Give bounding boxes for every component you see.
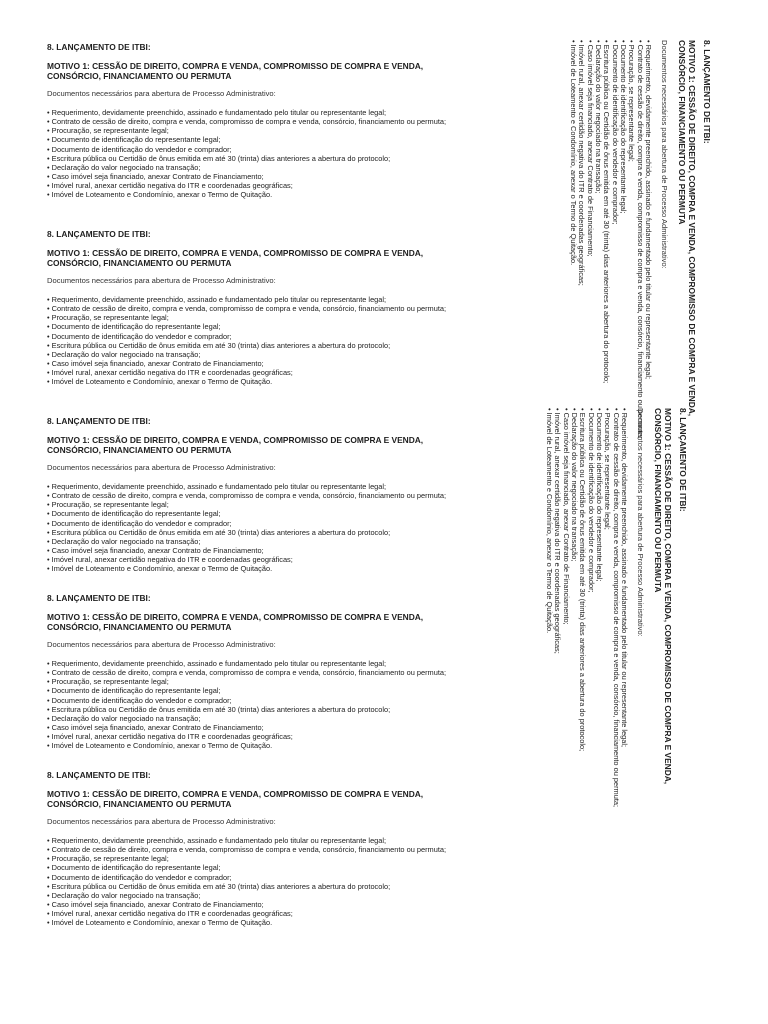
motivo-title: MOTIVO 1: CESSÃO DE DIREITO, COMPRA E VENDA, COMPROMISSO DE COMPRA E VENDA, CONSÓRCIO, FINANCIAMENTO OU PERMUTA <box>47 789 424 809</box>
motivo-title: MOTIVO 1: CESSÃO DE DIREITO, COMPRA E VENDA, COMPROMISSO DE COMPRA E VENDA, CONSÓRCIO, FINANCIAMENTO OU PERMUTA <box>653 408 673 785</box>
intro-text: Documentos necessários para abertura de Processo Administrativo: <box>635 408 645 637</box>
list-item: • Contrato de cessão de direito, compra e venda, compromisso de compra e venda, consórcio, financiamento ou permuta; <box>635 40 643 460</box>
section-title: 8. LANÇAMENTO DE ITBI: <box>47 229 151 239</box>
intro-text: Documentos necessários para abertura de Processo Administrativo: <box>47 640 276 650</box>
list-item: • Imóvel rural, anexar certidão negativa do ITR e coordenadas geográficas; <box>47 368 467 377</box>
list-item: • Requerimento, devidamente preenchido, assinado e fundamentado pelo titular ou representante legal; <box>620 408 628 828</box>
list-item: • Caso imóvel seja financiado, anexar Contrato de Financiamento; <box>47 359 467 368</box>
motivo-title: MOTIVO 1: CESSÃO DE DIREITO, COMPRA E VENDA, COMPROMISSO DE COMPRA E VENDA, CONSÓRCIO, FINANCIAMENTO OU PERMUTA <box>47 435 424 455</box>
itbi-section-rotated-2 <box>545 408 688 828</box>
section-title: 8. LANÇAMENTO DE ITBI: <box>47 42 151 52</box>
section-title: 8. LANÇAMENTO DE ITBI: <box>47 770 151 780</box>
list-item: • Escritura pública ou Certidão de ônus emitida em até 30 (trinta) dias anteriores a abertura do protocolo; <box>47 341 467 350</box>
itbi-section-5 <box>47 770 467 927</box>
list-item: • Documento de identificação do representante legal; <box>47 322 467 331</box>
list-item: • Documento de identificação do vendedor e comprador; <box>47 145 467 154</box>
intro-text: Documentos necessários para abertura de Processo Administrativo: <box>47 89 276 99</box>
list-item: • Escritura pública ou Certidão de ônus emitida em até 30 (trinta) dias anteriores a abertura do protocolo; <box>47 705 467 714</box>
document-list <box>545 408 628 828</box>
list-item: • Contrato de cessão de direito, compra e venda, compromisso de compra e venda, consórcio, financiamento ou permuta; <box>47 845 467 854</box>
list-item: • Documento de identificação do representante legal; <box>47 135 467 144</box>
list-item: • Procuração, se representante legal; <box>47 854 467 863</box>
list-item: • Procuração, se representante legal; <box>47 313 467 322</box>
list-item: • Escritura pública ou Certidão de ônus emitida em até 30 (trinta) dias anteriores a abertura do protocolo; <box>602 40 610 460</box>
list-item: • Requerimento, devidamente preenchido, assinado e fundamentado pelo titular ou representante legal; <box>47 836 467 845</box>
list-item: • Documento de identificação do vendedor e comprador; <box>47 519 467 528</box>
list-item: • Declaração do valor negociado na transação; <box>47 537 467 546</box>
list-item: • Requerimento, devidamente preenchido, assinado e fundamentado pelo titular ou representante legal; <box>47 295 467 304</box>
list-item: • Documento de identificação do vendedor e comprador; <box>610 40 618 460</box>
itbi-section-3 <box>47 416 467 573</box>
list-item: • Caso imóvel seja financiado, anexar Contrato de Financiamento; <box>47 900 467 909</box>
list-item: • Procuração, se representante legal; <box>627 40 635 460</box>
list-item: • Procuração, se representante legal; <box>47 677 467 686</box>
itbi-section-1 <box>47 42 467 199</box>
motivo-title: MOTIVO 1: CESSÃO DE DIREITO, COMPRA E VENDA, COMPROMISSO DE COMPRA E VENDA, CONSÓRCIO, FINANCIAMENTO OU PERMUTA <box>677 40 697 417</box>
motivo-title: MOTIVO 1: CESSÃO DE DIREITO, COMPRA E VENDA, COMPROMISSO DE COMPRA E VENDA, CONSÓRCIO, FINANCIAMENTO OU PERMUTA <box>47 61 424 81</box>
list-item: • Caso imóvel seja financiado, anexar Contrato de Financiamento; <box>47 723 467 732</box>
list-item: • Imóvel de Loteamento e Condomínio, anexar o Termo de Quitação. <box>545 408 553 828</box>
list-item: • Documento de identificação do vendedor e comprador; <box>47 696 467 705</box>
list-item: • Imóvel de Loteamento e Condomínio, anexar o Termo de Quitação. <box>47 918 467 927</box>
list-item: • Escritura pública ou Certidão de ônus emitida em até 30 (trinta) dias anteriores a abertura do protocolo; <box>47 528 467 537</box>
motivo-title: MOTIVO 1: CESSÃO DE DIREITO, COMPRA E VENDA, COMPROMISSO DE COMPRA E VENDA, CONSÓRCIO, FINANCIAMENTO OU PERMUTA <box>47 248 424 268</box>
list-item: • Imóvel rural, anexar certidão negativa do ITR e coordenadas geográficas; <box>47 732 467 741</box>
list-item: • Imóvel de Loteamento e Condomínio, anexar o Termo de Quitação. <box>47 564 467 573</box>
list-item: • Documento de identificação do representante legal; <box>47 863 467 872</box>
list-item: • Escritura pública ou Certidão de ônus emitida em até 30 (trinta) dias anteriores a abertura do protocolo; <box>47 882 467 891</box>
document-list <box>47 659 467 750</box>
list-item: • Requerimento, devidamente preenchido, assinado e fundamentado pelo titular ou representante legal; <box>644 40 652 460</box>
list-item: • Caso imóvel seja financiado, anexar Contrato de Financiamento; <box>47 172 467 181</box>
list-item: • Documento de identificação do vendedor e comprador; <box>47 332 467 341</box>
list-item: • Imóvel de Loteamento e Condomínio, anexar o Termo de Quitação. <box>47 741 467 750</box>
document-list <box>47 295 467 386</box>
list-item: • Documento de identificação do representante legal; <box>47 686 467 695</box>
list-item: • Imóvel rural, anexar certidão negativa do ITR e coordenadas geográficas; <box>47 555 467 564</box>
list-item: • Imóvel rural, anexar certidão negativa do ITR e coordenadas geográficas; <box>553 408 561 828</box>
section-title: 8. LANÇAMENTO DE ITBI: <box>678 408 688 512</box>
list-item: • Declaração do valor negociado na transação; <box>570 408 578 828</box>
list-item: • Procuração, se representante legal; <box>47 500 467 509</box>
itbi-section-rotated-1 <box>569 40 712 460</box>
list-item: • Imóvel de Loteamento e Condomínio, anexar o Termo de Quitação. <box>47 377 467 386</box>
section-title: 8. LANÇAMENTO DE ITBI: <box>47 416 151 426</box>
list-item: • Escritura pública ou Certidão de ônus emitida em até 30 (trinta) dias anteriores a abertura do protocolo; <box>47 154 467 163</box>
list-item: • Requerimento, devidamente preenchido, assinado e fundamentado pelo titular ou representante legal; <box>47 659 467 668</box>
intro-text: Documentos necessários para abertura de Processo Administrativo: <box>47 276 276 286</box>
list-item: • Documento de identificação do vendedor e comprador; <box>586 408 594 828</box>
list-item: • Imóvel rural, anexar certidão negativa do ITR e coordenadas geográficas; <box>47 181 467 190</box>
list-item: • Documento de identificação do representante legal; <box>47 509 467 518</box>
list-item: • Contrato de cessão de direito, compra e venda, compromisso de compra e venda, consórcio, financiamento ou permuta; <box>47 304 467 313</box>
document-list <box>47 108 467 199</box>
list-item: • Imóvel de Loteamento e Condomínio, anexar o Termo de Quitação. <box>569 40 577 460</box>
section-title: 8. LANÇAMENTO DE ITBI: <box>702 40 712 144</box>
list-item: • Contrato de cessão de direito, compra e venda, compromisso de compra e venda, consórcio, financiamento ou permuta; <box>47 668 467 677</box>
list-item: • Documento de identificação do vendedor e comprador; <box>47 873 467 882</box>
list-item: • Declaração do valor negociado na transação; <box>47 350 467 359</box>
motivo-title: MOTIVO 1: CESSÃO DE DIREITO, COMPRA E VENDA, COMPROMISSO DE COMPRA E VENDA, CONSÓRCIO, FINANCIAMENTO OU PERMUTA <box>47 612 424 632</box>
intro-text: Documentos necessários para abertura de Processo Administrativo: <box>47 817 276 827</box>
list-item: • Documento de identificação do representante legal; <box>595 408 603 828</box>
list-item: • Procuração, se representante legal; <box>603 408 611 828</box>
intro-text: Documentos necessários para abertura de Processo Administrativo: <box>659 40 669 269</box>
list-item: • Imóvel rural, anexar certidão negativa do ITR e coordenadas geográficas; <box>47 909 467 918</box>
document-list <box>47 482 467 573</box>
list-item: • Declaração do valor negociado na transação; <box>594 40 602 460</box>
list-item: • Procuração, se representante legal; <box>47 126 467 135</box>
itbi-section-4 <box>47 593 467 750</box>
list-item: • Imóvel de Loteamento e Condomínio, anexar o Termo de Quitação. <box>47 190 467 199</box>
list-item: • Documento de identificação do representante legal; <box>619 40 627 460</box>
document-list <box>47 836 467 927</box>
list-item: • Contrato de cessão de direito, compra e venda, compromisso de compra e venda, consórcio, financiamento ou permuta; <box>47 491 467 500</box>
list-item: • Declaração do valor negociado na transação; <box>47 891 467 900</box>
section-title: 8. LANÇAMENTO DE ITBI: <box>47 593 151 603</box>
list-item: • Imóvel rural, anexar certidão negativa do ITR e coordenadas geográficas; <box>577 40 585 460</box>
list-item: • Caso imóvel seja financiado, anexar Contrato de Financiamento; <box>47 546 467 555</box>
intro-text: Documentos necessários para abertura de Processo Administrativo: <box>47 463 276 473</box>
list-item: • Requerimento, devidamente preenchido, assinado e fundamentado pelo titular ou representante legal; <box>47 482 467 491</box>
list-item: • Caso imóvel seja financiado, anexar Contrato de Financiamento; <box>585 40 593 460</box>
list-item: • Escritura pública ou Certidão de ônus emitida em até 30 (trinta) dias anteriores a abertura do protocolo; <box>578 408 586 828</box>
list-item: • Contrato de cessão de direito, compra e venda, compromisso de compra e venda, consórcio, financiamento ou permuta; <box>47 117 467 126</box>
list-item: • Contrato de cessão de direito, compra e venda, compromisso de compra e venda, consórcio, financiamento ou permuta; <box>611 408 619 828</box>
list-item: • Caso imóvel seja financiado, anexar Contrato de Financiamento; <box>561 408 569 828</box>
list-item: • Declaração do valor negociado na transação; <box>47 714 467 723</box>
list-item: • Declaração do valor negociado na transação; <box>47 163 467 172</box>
itbi-section-2 <box>47 229 467 386</box>
list-item: • Requerimento, devidamente preenchido, assinado e fundamentado pelo titular ou representante legal; <box>47 108 467 117</box>
document-list <box>569 40 652 460</box>
